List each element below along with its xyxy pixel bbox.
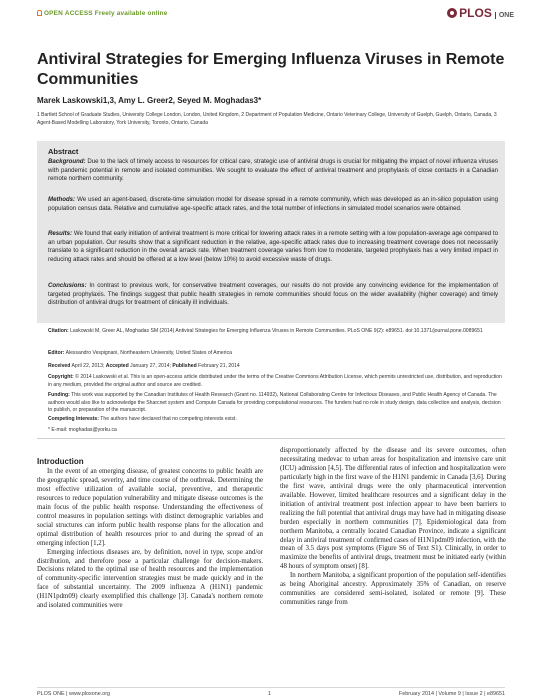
copyright-label: Copyright: (48, 374, 74, 380)
editor-line (48, 350, 503, 358)
abstract-background (48, 158, 498, 184)
abstract-conclusions (48, 282, 498, 308)
intro-paragraph-3: disproportionately affected by the disease and its severe outcomes, often necessitating medevac to urban areas for hospitalization and intensive care unit (ICU) admission [4,5]. The differential rates of infection and hospitalization were particularly high in the first wave of the H1N1 pandemic in Canada [3,6]. During the first wave, antiviral drugs were the only pharmaceutical intervention available. However, limited healthcare resources and a significant delay in the initiation of antiviral treatment post infection appear to have been barriers to realizing the full potential that antiviral drugs may have had in mitigating disease burden especially in northern communities [7]. Epidemiological data from northern Manitoba, a centrally located Canadian Province, indicate a significant delay in antiviral treatment of confirmed cases of H1N1pdm09 infection, with the mean of 3.5 days post symptoms (Figure S6 of Text S1). Clinically, in order to maximize the benefits of antiviral drugs, treatment must be initiated early (within 48 hours of symptom onset) [8]. (280, 447, 506, 571)
introduction-heading: Introduction (37, 457, 84, 466)
abstract-heading: Abstract (48, 147, 79, 156)
results-label: Results: (48, 230, 73, 237)
author-list: Marek Laskowski1,3, Amy L. Greer2, Seyed M. Moghadas3* (37, 96, 262, 105)
open-lock-icon (37, 10, 42, 16)
background-text: Due to the lack of timely access to resources for critical care, strategic use of antiviral drugs is crucial for mitigating the impact of novel influenza viruses with pandemic potential in remote and isolated communities. We sought to evaluate the effect of antiviral treatment and prophylaxis of close contacts in a Canadian remote northern community. (48, 158, 498, 182)
intro-paragraph-1: In the event of an emerging disease, of greatest concerns to public health are the geographic spread, severity, and time course of the outbreak. Determining the most effective utilization of available social, preventive, and therapeutic resources to reduce population vulnerability and mitigate disease outcomes is the main focus of the public health response. Understanding the effectiveness of control measures in population settings with distinct demographic variables and social structures can inform public health response plans for the allocation and optimal distribution of health resources prior to and during the spread of an emerging infection [1,2]. (37, 468, 263, 547)
conclusions-label: Conclusions: (48, 282, 87, 289)
citation-label: Citation: (48, 328, 69, 334)
body-column-right (280, 447, 506, 608)
open-access-sublabel: ACCESS Freely available online (64, 10, 168, 17)
journal-logo (447, 6, 514, 20)
abstract-results (48, 230, 498, 264)
footer-issue: February 2014 | Volume 9 | Issue 2 | e89651 (398, 691, 505, 697)
email-line: * E-mail: moghadas@yorku.ca (48, 427, 117, 433)
competing-interests-line (48, 416, 503, 424)
methods-label: Methods: (48, 196, 76, 203)
citation-text: Laskowski M, Greer AL, Moghadas SM (2014) Antiviral Strategies for Emerging Influenza Viruses in Remote Communities. PLoS ONE 9(2): e89651. doi:10.1371/journal.pone.0089651 (70, 328, 483, 334)
article-title: Antiviral Strategies for Emerging Influenza Viruses in Remote Communities (37, 51, 505, 88)
funding-text: This work was supported by the Canadian Institutes of Health Research (Grant no. 114932), National Collaborating Centre for Infectious Diseases, and Public Health Agency of Canada. The authors would also like to acknowledge the Sharcnet system and Compute Canada for providing computational resources. The funders had no role in study design, data collection and analysis, decision to publish, or preparation of the manuscript. (48, 392, 501, 414)
competing-text: The authors have declared that no competing interests exist. (100, 416, 237, 422)
affiliations: 1 Bartlett School of Graduate Studies, University College London, London, United Kingdom, 2 Department of Population Medicine, Ontario Veterinary College, University of Guelph, Guelph, Ontario, Canada, 3 Agent-Based Modelling Laboratory, York University, Toronto, Ontario, Canada (37, 112, 497, 126)
logo-text: PLOS (459, 6, 492, 20)
results-text: We found that early initiation of antiviral treatment is more critical for lowering attack rates in a remote setting with a low population-average age compared to an urban population. Our results show that a significant reduction in the relative, age-specific attack rates due to increasing treatment coverage does not necessarily translate to a significant reduction in the overall arrack rate. When treatment coverage varies from low to moderate, targeted prophylaxis has a very limited impact in reducing attack rates and should be offered at a low level (below 10%) to avoid excessive waste of drugs. (48, 230, 498, 263)
intro-paragraph-4: In northern Manitoba, a significant proportion of the population self-identifies as being Aboriginal ancestry. Approximately 35% of Canadian, on reserve communities are considered semi-isolated, isolated or remote [9]. These communities range from (280, 572, 506, 607)
page-number: 1 (268, 691, 271, 697)
published-label: Published (172, 363, 197, 369)
intro-paragraph-2: Emerging infectious diseases are, by definition, novel in type, scope and/or distribution, and therefore pose a particular challenge for decision-makers. Decisions related to the optimal use of health resources and the implementation of community-specific intervention strategies must be made quickly and in the face of substantial uncertainty. The 2009 influenza A (H1N1) pandemic (H1N1pdm09) clearly exemplified this challenge [3]. Canada's northern remote and isolated communities were (37, 548, 263, 610)
footer-divider (37, 687, 505, 688)
body-column-left (37, 468, 263, 611)
logo-suffix: ONE (495, 12, 514, 19)
abstract-methods (48, 196, 498, 213)
received-date: April 22, 2013; (71, 363, 105, 369)
copyright-line (48, 374, 503, 389)
accepted-date: January 27, 2014; (130, 363, 171, 369)
editor-text: Alessandro Vespignani, Northeastern University, United States of America (65, 350, 232, 356)
meta-divider (37, 438, 505, 439)
plos-logo-icon (447, 8, 457, 18)
background-label: Background: (48, 158, 86, 165)
conclusions-text: In contrast to previous work, for conservative treatment coverages, our results do not provide any convincing evidence for the implementation of targeted prophylaxis. The findings suggest that public health strategies in remote communities should focus on the wider availability (higher coverage) and timely distribution of antiviral drugs for treatment of clinically ill individuals. (48, 282, 499, 306)
methods-text: We used an agent-based, discrete-time simulation model for disease spread in a remote community, which was developed as an in-silico population using population census data. Relative and cumulative age-specific attack rates, and the total number of infections in simulated model scenarios were obtained. (48, 196, 498, 212)
open-access-label: OPEN (44, 10, 63, 17)
published-date: February 21, 2014 (198, 363, 240, 369)
footer-journal: PLOS ONE | www.plosone.org (37, 691, 111, 697)
funding-label: Funding: (48, 392, 70, 398)
open-access-badge (37, 10, 168, 17)
editor-label: Editor: (48, 350, 65, 356)
funding-line (48, 392, 503, 415)
citation-line (48, 328, 503, 336)
dates-line (48, 363, 503, 371)
received-label: Received (48, 363, 71, 369)
copyright-text: © 2014 Laskowski et al. This is an open-access article distributed under the terms of the Creative Commons Attribution License, which permits unrestricted use, distribution, and reproduction in any medium, provided the original author and source are credited. (48, 374, 502, 388)
competing-label: Competing Interests: (48, 416, 99, 422)
accepted-label: Accepted (105, 363, 129, 369)
